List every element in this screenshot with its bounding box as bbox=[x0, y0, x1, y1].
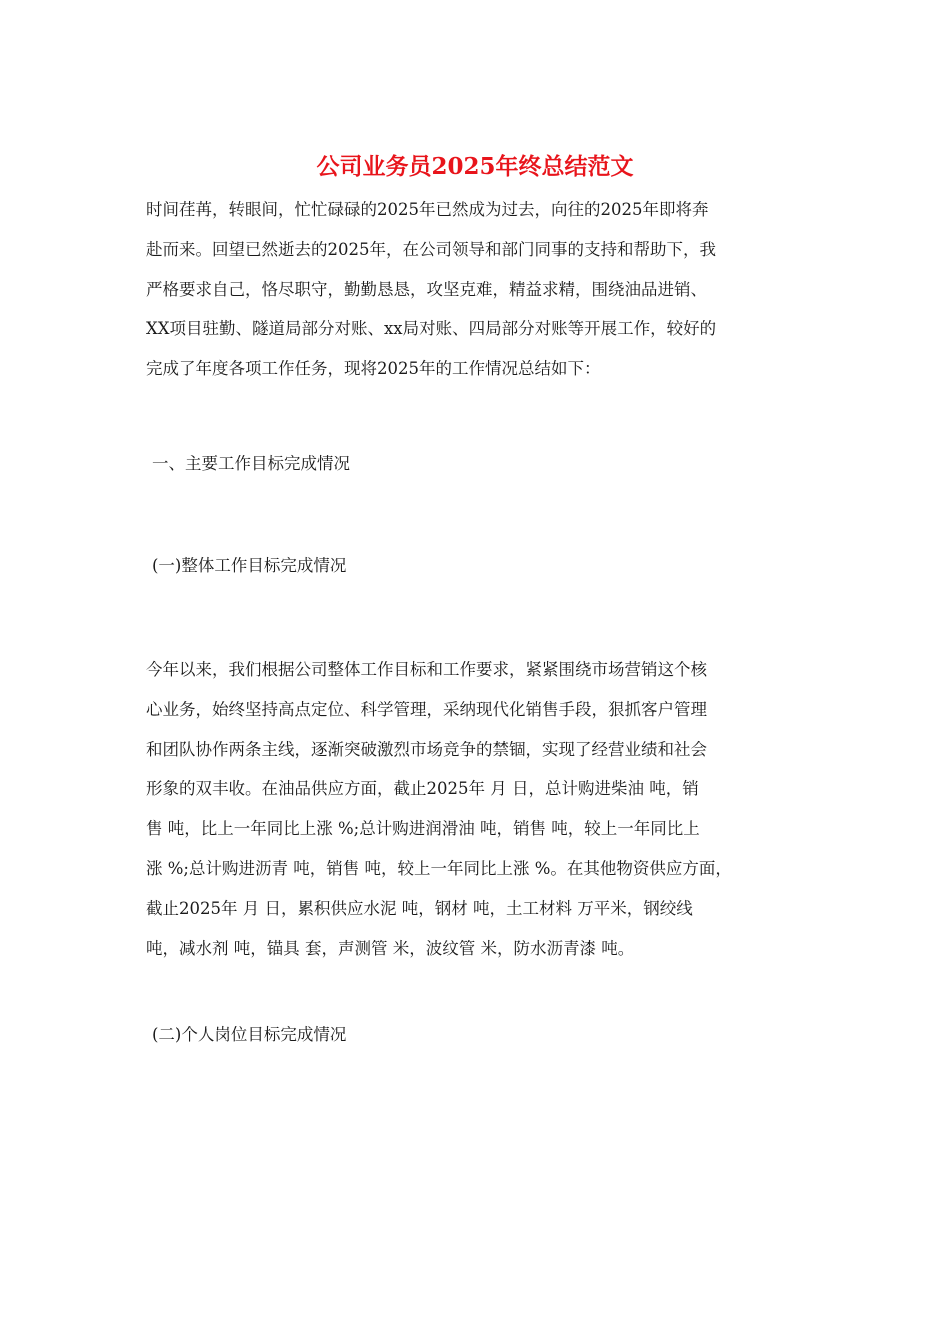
paragraph-line: 吨，减水剂 吨，锚具 套，声测管 米，波纹管 米，防水沥青漆 吨。 bbox=[146, 938, 635, 958]
document-title: 公司业务员2025年终总结范文 bbox=[316, 153, 634, 180]
section-heading: 一、主要工作目标完成情况 bbox=[152, 454, 350, 473]
subsection-heading: (一)整体工作目标完成情况 bbox=[152, 556, 347, 575]
paragraph-line: 心业务，始终坚持高点定位、科学管理，采纳现代化销售手段，狠抓客户管理 bbox=[146, 699, 707, 719]
paragraph-line: 和团队协作两条主线，逐渐突破激烈市场竞争的禁锢，实现了经营业绩和社会 bbox=[146, 739, 707, 759]
paragraph-line: 截止2025年 月 日，累积供应水泥 吨，钢材 吨，土工材料 万平米，钢绞线 bbox=[146, 898, 693, 918]
paragraph-line: 形象的双丰收。在油品供应方面，截止2025年 月 日，总计购进柴油 吨，销 bbox=[146, 779, 699, 799]
paragraph-line: 售 吨，比上一年同比上涨 %;总计购进润滑油 吨，销售 吨，较上一年同比上 bbox=[146, 819, 700, 839]
paragraph-line: 完成了年度各项工作任务，现将2025年的工作情况总结如下： bbox=[146, 359, 601, 379]
paragraph-line: 时间荏苒，转眼间，忙忙碌碌的2025年已然成为过去，向往的2025年即将奔 bbox=[146, 200, 709, 219]
body-paragraph bbox=[146, 650, 811, 968]
paragraph-line: XX项目驻勤、隧道局部分对账、xx局对账、四局部分对账等开展工作，较好的 bbox=[146, 319, 717, 339]
subsection-heading: (二)个人岗位目标完成情况 bbox=[152, 1025, 347, 1044]
paragraph-line: 严格要求自己，恪尽职守，勤勤恳恳，攻坚克难，精益求精，围绕油品进销、 bbox=[146, 279, 707, 299]
intro-paragraph bbox=[146, 190, 811, 389]
paragraph-line: 涨 %;总计购进沥青 吨，销售 吨，较上一年同比上涨 %。在其他物资供应方面， bbox=[146, 858, 732, 878]
paragraph-line: 今年以来，我们根据公司整体工作目标和工作要求，紧紧围绕市场营销这个核 bbox=[146, 660, 707, 679]
paragraph-line: 赴而来。回望已然逝去的2025年，在公司领导和部门同事的支持和帮助下，我 bbox=[146, 239, 716, 259]
